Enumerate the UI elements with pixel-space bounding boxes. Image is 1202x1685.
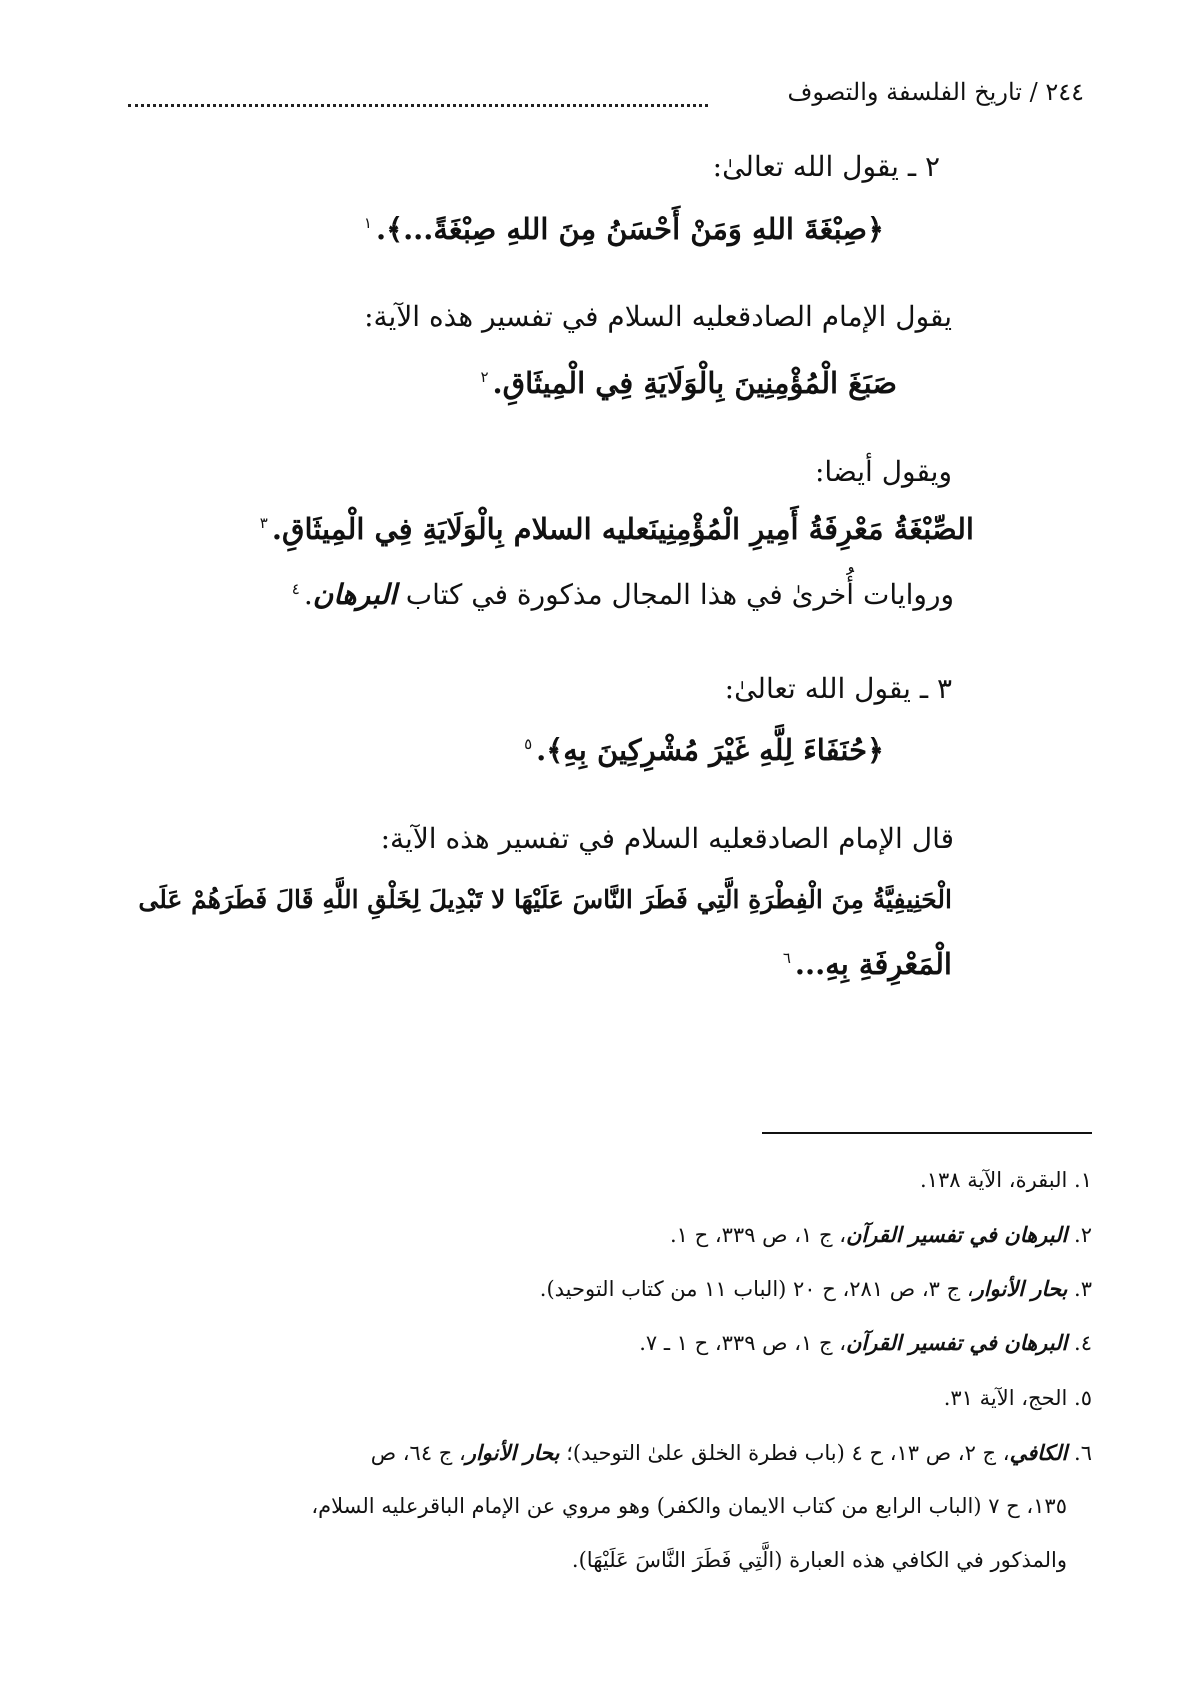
footnote-6-book-kafi: الكافي [1009,1440,1068,1465]
footnote-4 [639,1330,1092,1355]
other-narrations-text: وروايات أُخرىٰ في هذا المجال مذكورة في كتاب [405,578,954,611]
footnote-3-detail: ، ج ٣، ص ٢٨١، ح ٢٠ (الباب ١١ من كتاب التوحيد). [539,1277,974,1301]
footnote-6-line-3: والمذكور في الكافي هذه العبارة (الَّتِي فَطَرَ النَّاسَ عَلَيْهَا). [571,1548,1067,1572]
hadith-3-note-ref: ٦ [782,949,791,968]
book-title: تاريخ الفلسفة والتصوف [787,78,1022,106]
footnote-3-book: بحار الأنوار [973,1276,1068,1301]
footnote-2-number: ٢. [1074,1223,1092,1247]
footnote-4-book: البرهان في تفسير القرآن [845,1330,1068,1355]
footnote-6-detail-2: ، ج ٦٤، ص [370,1441,466,1465]
hadith-2-text: الصِّبْغَةُ مَعْرِفَةُ أَمِيرِ الْمُؤْمِنِينَعليه السلام بِالْوَلَايَةِ فِي الْمِيثَاقِ. [271,512,974,546]
header-separator: / [1029,78,1038,106]
verse-1-note-ref: ١ [363,214,372,233]
hadith-1-text: صَبَغَ الْمُؤْمِنِينَ بِالْوَلَايَةِ فِي الْمِيثَاقِ. [492,366,897,400]
page-number: ٢٤٤ [1045,78,1084,106]
burhan-book-title: البرهان [312,578,397,611]
footnote-2 [670,1222,1092,1247]
verse-2 [524,733,884,767]
footnote-6-book-bihar: بحار الأنوار [465,1440,560,1465]
hadith-1 [480,366,897,400]
verse-2-note-ref: ٥ [524,735,533,754]
item-2-intro: ٢ ـ يقول الله تعالىٰ: [712,150,940,183]
footnote-6-line-1 [371,1440,1092,1465]
footnote-3 [540,1276,1092,1301]
footnote-2-book: البرهان في تفسير القرآن [845,1222,1068,1247]
hadith-1-note-ref: ٢ [480,368,489,387]
footnote-6-line-2: ١٣٥، ح ٧ (الباب الرابع من كتاب الايمان والكفر) وهو مروي عن الإمام الباقرعليه السلام، [311,1494,1067,1518]
header-dotted-leader [128,104,708,107]
verse-2-text: ﴿حُنَفَاءَ لِلَّهِ غَيْرَ مُشْرِكِينَ بِهِ﴾. [536,733,884,767]
sadiq-intro-2: قال الإمام الصادقعليه السلام في تفسير هذه الآية: [380,822,954,855]
footnote-5: ٥. الحج، الآية ٣١. [943,1386,1092,1410]
footnote-2-detail: ، ج ١، ص ٣٣٩، ح ١. [669,1223,846,1247]
burhan-note-ref: ٤ [291,579,300,598]
verse-1-text: ﴿صِبْغَةَ اللهِ وَمَنْ أَحْسَنُ مِنَ اللهِ صِبْغَةً...﴾. [375,212,884,246]
footnote-rule [762,1132,1092,1134]
running-head [788,78,1084,106]
footnote-4-number: ٤. [1074,1331,1092,1355]
footnote-1: ١. البقرة، الآية ١٣٨. [920,1168,1092,1192]
hadith-2 [260,512,974,546]
footnote-4-detail: ، ج ١، ص ٣٣٩، ح ١ ـ ٧. [639,1331,846,1355]
burhan-period: . [303,578,313,611]
hadith-2-note-ref: ٣ [259,514,268,533]
hadith-3-line-2 [783,947,952,981]
footnote-6-number: ٦. [1074,1441,1092,1465]
also-intro: ويقول أيضا: [814,455,952,488]
hadith-3-text: الْمَعْرِفَةِ بِهِ... [794,947,952,981]
footnote-3-number: ٣. [1074,1277,1092,1301]
hadith-3-line-1: الْحَنِيفِيَّةُ مِنَ الْفِطْرَةِ الَّتِي فَطَرَ النَّاسَ عَلَيْهَا لا تَبْدِيلَ لِخَلْقِ اللَّهِ قَالَ فَطَرَهُمْ عَلَى [138,885,952,914]
footnote-6-detail-1: ، ج ٢، ص ١٣، ح ٤ (باب فطرة الخلق علىٰ التوحيد)؛ [566,1441,1010,1465]
verse-1 [364,212,884,246]
item-3-intro: ٣ ـ يقول الله تعالىٰ: [724,672,952,705]
other-narrations [292,578,954,611]
sadiq-intro-1: يقول الإمام الصادقعليه السلام في تفسير هذه الآية: [364,300,952,333]
